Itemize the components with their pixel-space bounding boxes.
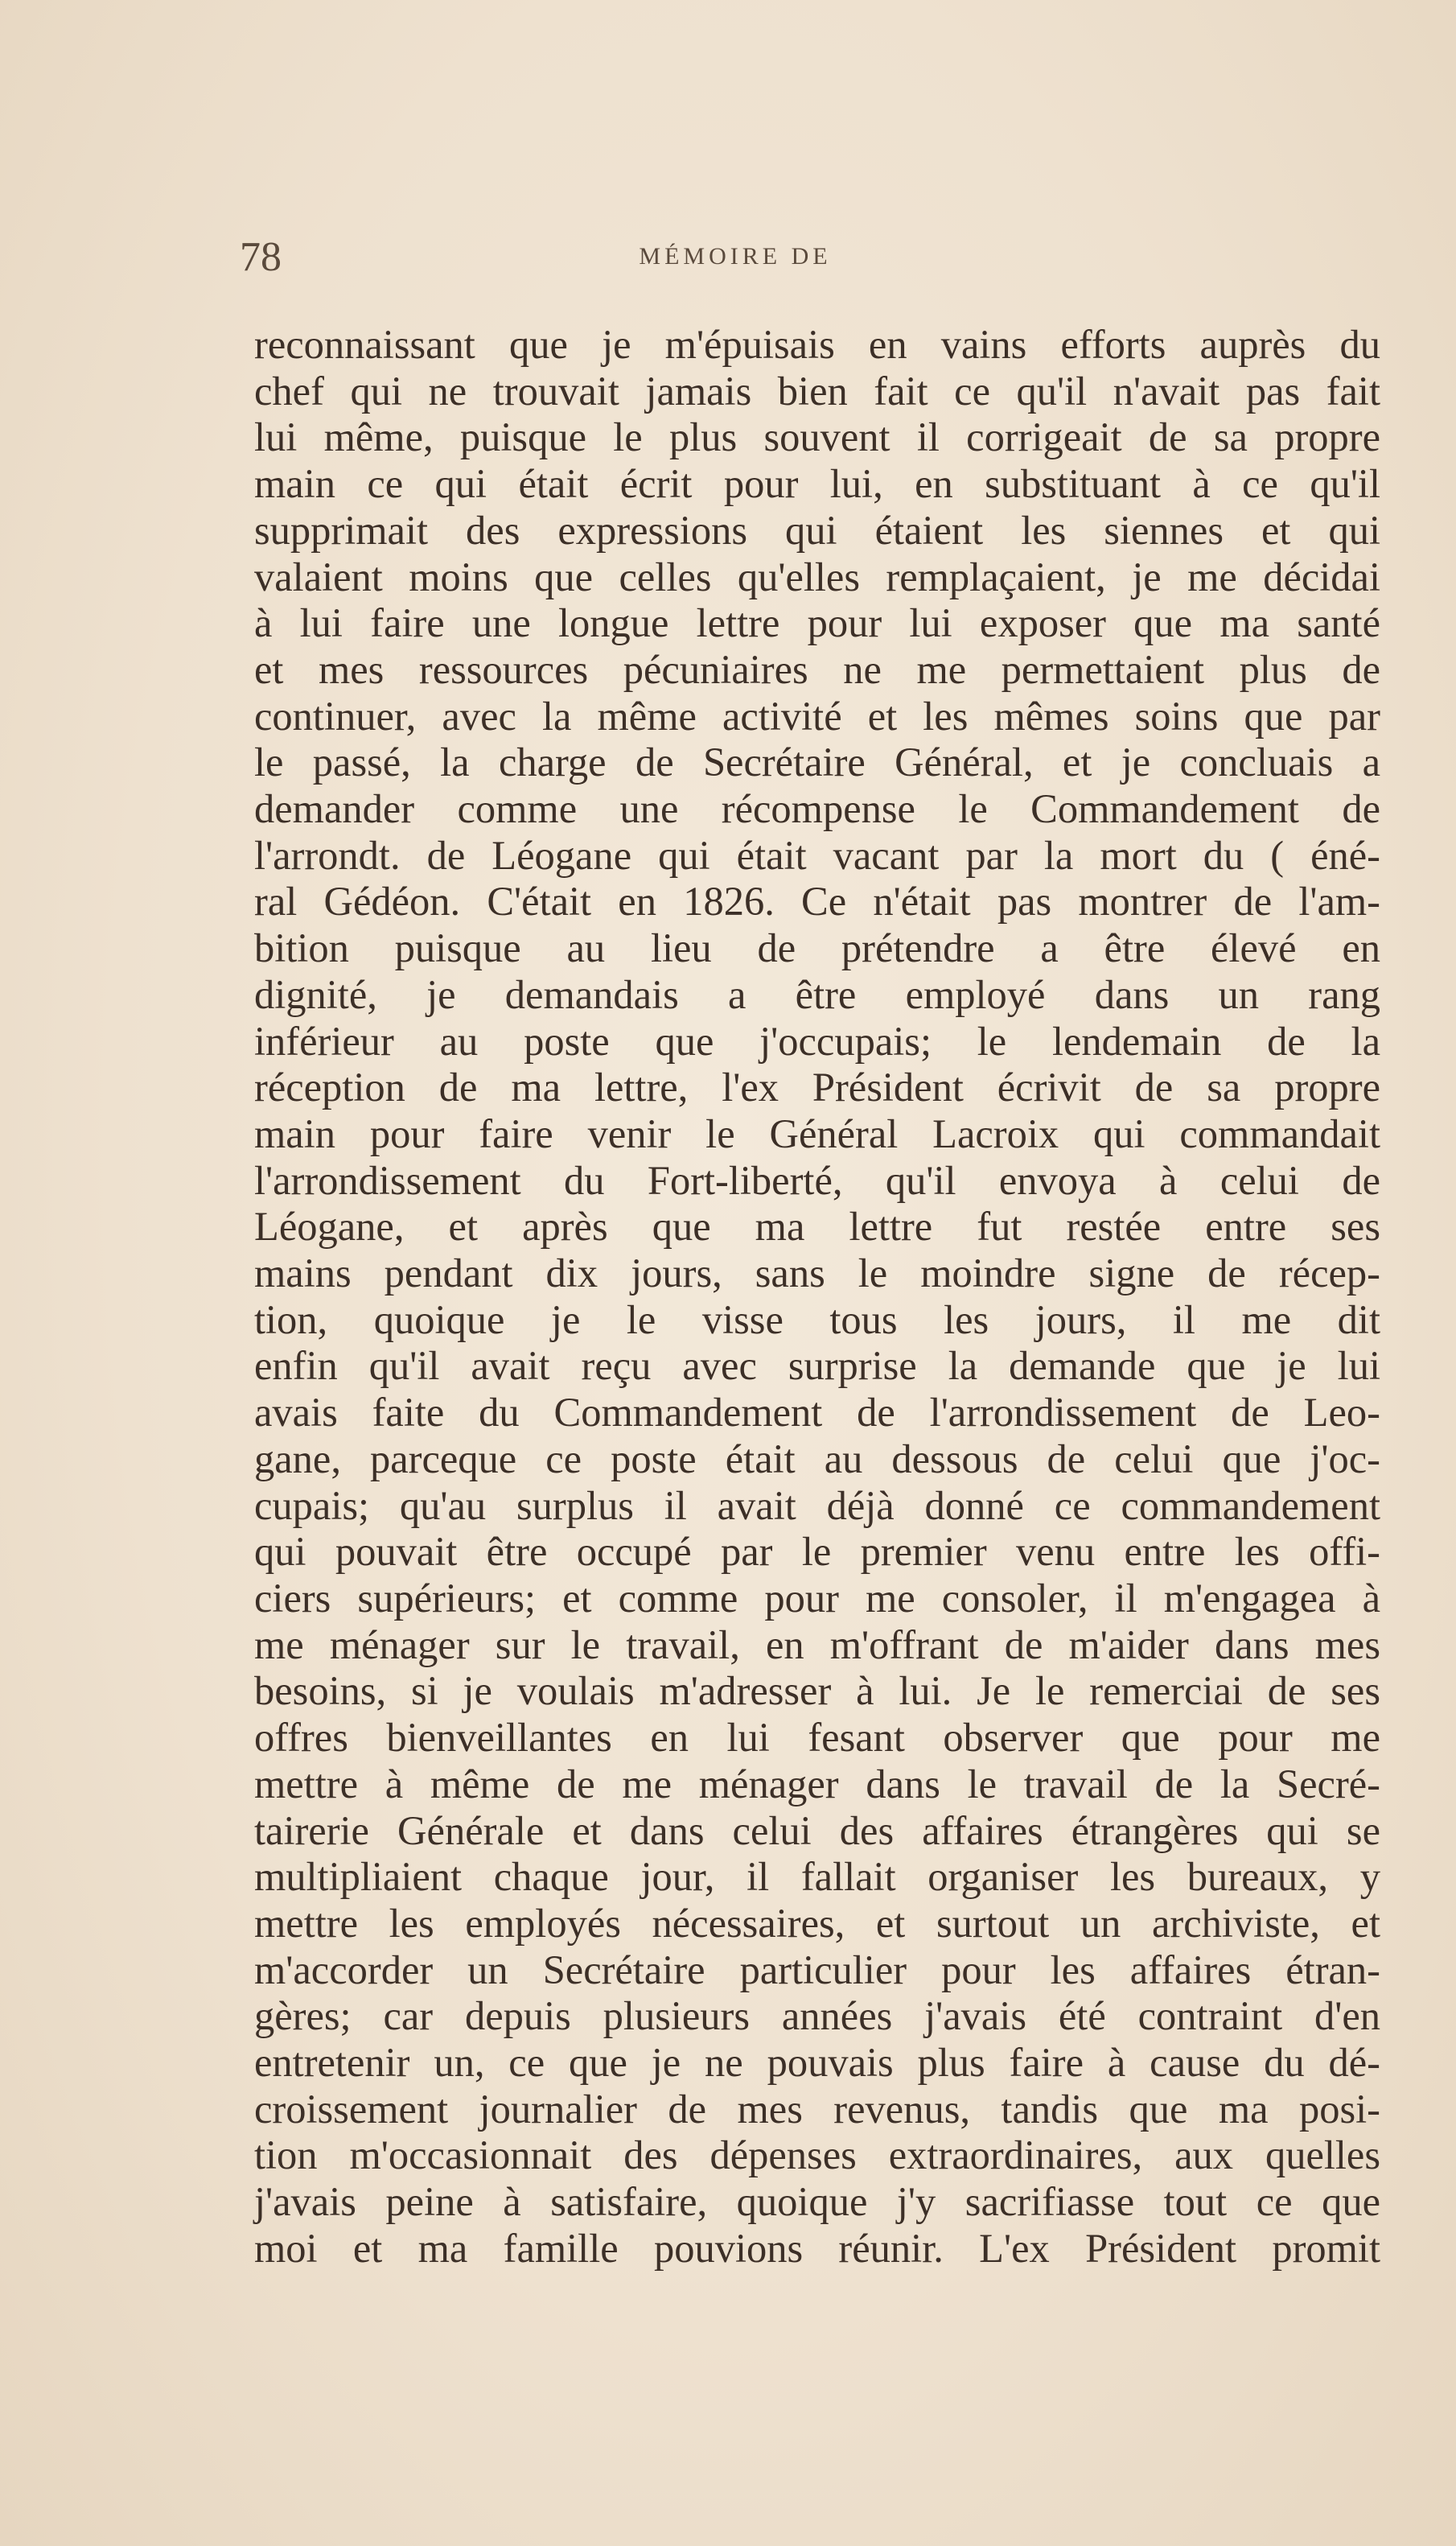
running-title: MÉMOIRE DE <box>639 243 832 270</box>
text-line: mains pendant dix jours, sans le moindre signe de récep- <box>254 1250 1380 1296</box>
text-line: multipliaient chaque jour, il fallait organiser les bureaux, y <box>254 1854 1380 1900</box>
text-line: main pour faire venir le Général Lacroix qui commandait <box>254 1110 1380 1156</box>
text-line: besoins, si je voulais m'adresser à lui. Je le remerciai de ses <box>254 1668 1380 1714</box>
text-line: m'accorder un Secrétaire particulier pour les affaires étran- <box>254 1947 1380 1992</box>
text-line: croissement journalier de mes revenus, tandis que ma posi- <box>254 2086 1380 2132</box>
text-line: Léogane, et après que ma lettre fut restée entre ses <box>254 1204 1380 1250</box>
text-line: avais faite du Commandement de l'arrondissement de Leo- <box>254 1390 1380 1436</box>
text-line: lui même, puisque le plus souvent il corrigeait de sa propre <box>254 414 1380 460</box>
text-line: tion m'occasionnait des dépenses extraordinaires, aux quelles <box>254 2132 1380 2178</box>
text-line: tion, quoique je le visse tous les jours, il me dit <box>254 1296 1380 1342</box>
text-line: gane, parceque ce poste était au dessous de celui que j'oc- <box>254 1436 1380 1481</box>
text-line: à lui faire une longue lettre pour lui exposer que ma santé <box>254 600 1380 646</box>
text-line: l'arrondissement du Fort-liberté, qu'il envoya à celui de <box>254 1157 1380 1203</box>
text-line: gères; car depuis plusieurs années j'avais été contraint d'en <box>254 1993 1380 2039</box>
text-line: demander comme une récompense le Commandement de <box>254 786 1380 832</box>
text-line: moi et ma famille pouvions réunir. L'ex Président promit <box>254 2225 1380 2271</box>
text-line: entretenir un, ce que je ne pouvais plus faire à cause du dé- <box>254 2040 1380 2086</box>
text-line: qui pouvait être occupé par le premier venu entre les offi- <box>254 1529 1380 1575</box>
text-line: offres bienveillantes en lui fesant observer que pour me <box>254 1715 1380 1761</box>
text-line: chef qui ne trouvait jamais bien fait ce qu'il n'avait pas fait <box>254 368 1380 414</box>
text-line: tairerie Générale et dans celui des affaires étrangères qui se <box>254 1807 1380 1853</box>
text-line: inférieur au poste que j'occupais; le lendemain de la <box>254 1018 1380 1064</box>
text-line: j'avais peine à satisfaire, quoique j'y sacrifiasse tout ce que <box>254 2179 1380 2225</box>
text-line: et mes ressources pécuniaires ne me permettaient plus de <box>254 646 1380 692</box>
text-line: ral Gédéon. C'était en 1826. Ce n'était pas montrer de l'am- <box>254 879 1380 925</box>
text-line: supprimait des expressions qui étaient les siennes et qui <box>254 507 1380 553</box>
text-line: ciers supérieurs; et comme pour me consoler, il m'engagea à <box>254 1575 1380 1621</box>
text-line: mettre à même de me ménager dans le travail de la Secré- <box>254 1761 1380 1807</box>
text-line: valaient moins que celles qu'elles remplaçaient, je me décidai <box>254 554 1380 599</box>
text-line: réception de ma lettre, l'ex Président écrivit de sa propre <box>254 1065 1380 1110</box>
text-line: bition puisque au lieu de prétendre a être élevé en <box>254 925 1380 971</box>
body-text <box>254 322 1380 2272</box>
text-line: cupais; qu'au surplus il avait déjà donné ce commandement <box>254 1482 1380 1528</box>
text-line: l'arrondt. de Léogane qui était vacant par la mort du ( éné- <box>254 832 1380 878</box>
text-line: mettre les employés nécessaires, et surtout un archiviste, et <box>254 1900 1380 1946</box>
text-line: le passé, la charge de Secrétaire Général, et je concluais a <box>254 739 1380 785</box>
text-line: continuer, avec la même activité et les mêmes soins que par <box>254 693 1380 739</box>
text-line: dignité, je demandais a être employé dans un rang <box>254 971 1380 1017</box>
text-line: me ménager sur le travail, en m'offrant de m'aider dans mes <box>254 1621 1380 1667</box>
text-line: reconnaissant que je m'épuisais en vains efforts auprès du <box>254 322 1380 367</box>
text-line: main ce qui était écrit pour lui, en substituant à ce qu'il <box>254 461 1380 507</box>
page-header <box>240 233 1376 290</box>
page-number: 78 <box>240 234 282 280</box>
text-line: enfin qu'il avait reçu avec surprise la demande que je lui <box>254 1343 1380 1389</box>
